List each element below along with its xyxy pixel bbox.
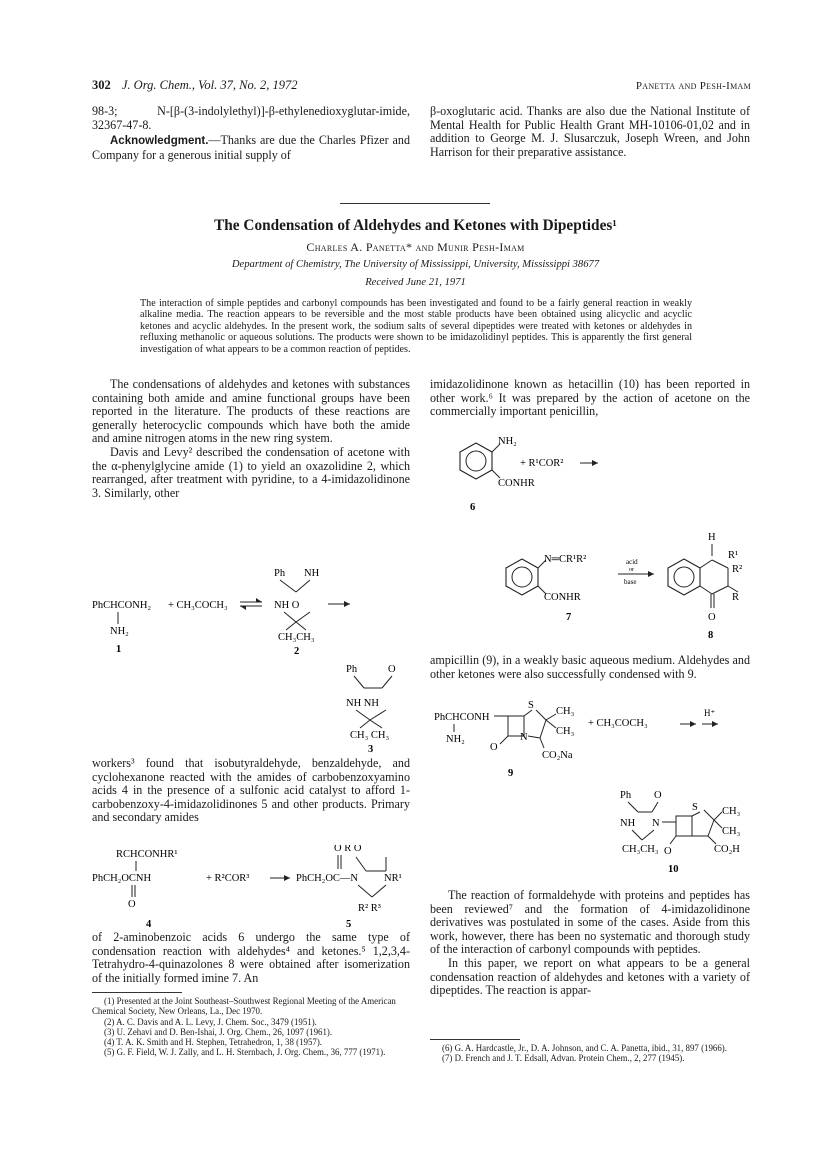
compound-8-r: R bbox=[732, 592, 740, 603]
condition-base: base bbox=[624, 578, 637, 586]
footnote: (2) A. C. Davis and A. L. Levy, J. Chem. Soc., 3479 (1951). bbox=[104, 1016, 317, 1027]
left-column-p3 bbox=[92, 757, 410, 825]
compound-9-s: S bbox=[528, 700, 534, 711]
label-10: 10 bbox=[668, 864, 679, 875]
condition-acid-catalyst: H⁺ bbox=[704, 708, 716, 718]
paragraph: In this paper, we report on what appears to be a general condensation reaction of aldehydes and ketones with a variety of dipeptides. The reaction is appar- bbox=[430, 955, 750, 998]
compound-2-ring: NH O bbox=[274, 600, 300, 611]
compound-9-ch3-b: CH₃ bbox=[556, 726, 575, 737]
scheme-6 bbox=[428, 424, 748, 524]
label-9: 9 bbox=[508, 768, 514, 779]
compound-9-o: O bbox=[490, 742, 498, 753]
compound-10-o: O bbox=[654, 790, 662, 801]
article-authors: Charles A. Panetta* and Munir Pesh-Imam bbox=[306, 240, 525, 254]
compound-3-methyls: CH₃ CH₃ bbox=[350, 730, 390, 741]
compound-1-formula: PhCHCONH₂ bbox=[92, 600, 152, 611]
compound-10-carboxyl: CO₂H bbox=[714, 844, 740, 855]
label-6: 6 bbox=[470, 502, 476, 513]
label-3: 3 bbox=[368, 744, 374, 753]
compound-4-o: O bbox=[128, 899, 136, 910]
label-5: 5 bbox=[346, 919, 352, 930]
footnote: (7) D. French and J. T. Edsall, Advan. Protein Chem., 2, 277 (1945). bbox=[442, 1053, 685, 1064]
compound-3-o: O bbox=[388, 664, 396, 675]
compound-10-s: S bbox=[692, 802, 698, 813]
compound-7-conhr: CONHR bbox=[544, 592, 581, 603]
label-2: 2 bbox=[294, 646, 300, 657]
article-title: The Condensation of Aldehydes and Ketones with Dipeptides¹ bbox=[214, 217, 617, 234]
footnote: (1) Presented at the Joint Southeast–Southwest Regional Meeting of the American Chemical Society, New Orleans, La., Dec 1970. bbox=[92, 996, 396, 1017]
paragraph: workers³ found that isobutyraldehyde, benzaldehyde, and cyclohexanone reacted with the amides of carbobenzoxyamino acids 4 in the presence of a sulfonic acid catalyst to afford 1-carbobenzoxy-4-imidazolidinones 5 and other products. Primary and secondary amides bbox=[92, 756, 410, 825]
running-head: Panetta and Pesh-Imam bbox=[635, 80, 751, 92]
scheme-4-5 bbox=[88, 845, 413, 935]
compound-5-nr: NR¹ bbox=[384, 873, 402, 884]
condition-acid: acid bbox=[626, 558, 638, 566]
compound-8-h: H bbox=[708, 532, 716, 543]
label-4: 4 bbox=[146, 919, 152, 930]
received-date: Received June 21, 1971 bbox=[365, 277, 466, 288]
compound-8-r1: R¹ bbox=[728, 550, 739, 561]
compound-8-r2: R² bbox=[732, 564, 743, 575]
compound-10-ch3-b: CH₃ bbox=[722, 826, 741, 837]
benzene-ring bbox=[460, 443, 492, 479]
compound-5-cbz: PhCH₂OC—N bbox=[296, 873, 359, 884]
beta-lactam bbox=[676, 816, 692, 836]
acknowledgment-text: —Thanks are due the Charles Pfizer and Company for a generous initial supply of bbox=[92, 133, 410, 162]
compound-10-ch3-a: CH₃ bbox=[722, 806, 741, 817]
compound-2-methyls: CH₃CH₃ bbox=[278, 632, 315, 643]
page-header-left bbox=[92, 78, 297, 93]
footnotes-right bbox=[430, 1043, 750, 1064]
footnote-rule bbox=[430, 1039, 520, 1040]
right-column-p1 bbox=[430, 378, 750, 419]
paragraph: The reaction of formaldehyde with proteins and peptides has been reviewed⁷ and the formation of 4-imidazolidinone derivatives was postulated in some of the cases. Aside from this work, however, there has been no systematic and thorough study of the interaction of carbonyl compounds with peptides. bbox=[430, 888, 750, 957]
compound-8-o: O bbox=[708, 612, 716, 623]
compound-9-ch3-a: CH₃ bbox=[556, 706, 575, 717]
article-affiliation: Department of Chemistry, The University of Mississippi, University, Mississippi 38677 bbox=[231, 259, 600, 270]
top-right-column bbox=[430, 105, 750, 159]
journal-citation: J. Org. Chem., Vol. 37, No. 2, 1972 bbox=[121, 78, 298, 92]
compound-10-o2: O bbox=[664, 846, 672, 857]
compound-9-carboxylate: CO₂Na bbox=[542, 750, 573, 761]
left-column-p4 bbox=[92, 931, 410, 985]
reagent-acetone: + CH₃COCH₃ bbox=[588, 718, 648, 729]
compound-7-imine: N═CR¹R² bbox=[544, 554, 587, 565]
paragraph: The condensations of aldehydes and ketones with substances containing both amide and amine functional groups have been reported in the literature. The products of these reactions are generally heterocyclic compounds which have both the amide and amine nitrogen atoms in the new ring system. bbox=[92, 377, 410, 446]
compound-2-nh-top: NH bbox=[304, 568, 320, 579]
paragraph: Davis and Levy² described the condensation of acetone with the α-phenylglycine amide (1) to yield an oxazolidine 2, which rearranged, after treatment with pyridine, to a 4-imidazolidinone 3. Similarly, other bbox=[92, 444, 410, 500]
compound-3-nh: NH NH bbox=[346, 698, 379, 709]
compound-6-conhr: CONHR bbox=[498, 478, 535, 489]
compound-4-top: RCHCONHR¹ bbox=[116, 849, 178, 860]
acetone-reagent: + CH₃COCH₃ bbox=[168, 600, 228, 611]
reagent-carbonyl: + R¹COR² bbox=[520, 458, 564, 469]
footnote: (5) G. F. Field, W. J. Zally, and L. H. Sternbach, J. Org. Chem., 36, 777 (1971). bbox=[104, 1047, 386, 1058]
benzene-ring bbox=[668, 559, 700, 595]
left-column-intro bbox=[92, 378, 410, 500]
compound-4-cbz: PhCH₂OCNH bbox=[92, 873, 152, 884]
previous-article-end: 98-3; N-[β-(3-indolylethyl)]-β-ethylenedioxyglutar-imide, 32367-47-8. bbox=[92, 104, 410, 132]
compound-2-ph: Ph bbox=[274, 568, 286, 579]
right-column-p2 bbox=[430, 654, 750, 681]
right-column-p3 bbox=[430, 889, 750, 998]
compound-1-amine: NH₂ bbox=[110, 626, 129, 637]
scheme-7-8 bbox=[428, 528, 748, 648]
footnote: (4) T. A. K. Smith and H. Stephen, Tetrahedron, 1, 38 (1957). bbox=[104, 1037, 323, 1048]
footnote-rule bbox=[92, 992, 182, 993]
scheme-1 bbox=[88, 560, 413, 658]
footnotes-left bbox=[92, 996, 410, 1058]
footnote: (3) U. Zehavi and D. Ben-Ishai, J. Org. Chem., 26, 1097 (1961). bbox=[104, 1026, 333, 1037]
compound-6-nh2: NH₂ bbox=[498, 436, 517, 447]
label-1: 1 bbox=[116, 644, 122, 655]
compound-9-nh2: NH₂ bbox=[446, 734, 465, 745]
compound-10-ph: Ph bbox=[620, 790, 632, 801]
compound-9-n: N bbox=[520, 732, 528, 743]
paragraph: ampicillin (9), in a weakly basic aqueous medium. Aldehydes and other ketones were also successfully condensed with 9. bbox=[430, 653, 750, 681]
previous-article-end-right: β-oxoglutaric acid. Thanks are also due the National Institute of Mental Health for Public Health Grant MH-10106-01,02 and in addition to George M. J. Slusarczuk, Joseph Wreen, and John Harrison for their preparative assistance. bbox=[430, 104, 750, 159]
compound-5-top: O R O bbox=[334, 845, 362, 854]
compound-3-ph: Ph bbox=[346, 664, 358, 675]
compound-10 bbox=[580, 786, 760, 876]
scheme-9 bbox=[428, 698, 748, 788]
compound-10-n: N bbox=[652, 818, 660, 829]
footnote: (6) G. A. Hardcastle, Jr., D. A. Johnson, and C. A. Panetta, ibid., 31, 897 (1966). bbox=[442, 1043, 727, 1053]
label-8: 8 bbox=[708, 630, 714, 641]
paragraph: imidazolidinone known as hetacillin (10) has been reported in other work.⁶ It was prepared by the action of acetone on the commercially important penicillin, bbox=[430, 377, 750, 419]
compound-10-nh: NH bbox=[620, 818, 636, 829]
label-7: 7 bbox=[566, 612, 572, 623]
article-separator bbox=[340, 203, 490, 204]
compound-5-substituents: R² R³ bbox=[358, 903, 381, 914]
benzene-ring bbox=[506, 559, 538, 595]
compound-3 bbox=[330, 658, 420, 753]
condition-or: or bbox=[629, 567, 634, 573]
acknowledgment-heading: Acknowledgment. bbox=[110, 135, 209, 148]
abstract: The interaction of simple peptides and carbonyl compounds has been investigated and found to be a fairly general reaction in weakly alkaline media. The reaction appears to be reversible and the most stable products have been obtained using alicyclic and acyclic ketones and acyclic aldehydes. In the present work, the sodium salts of several dipeptides were treated with ketones or aldehydes in refluxing methanolic or aqueous solutions. The products were shown to be imidazolidinyl peptides. This is apparently the first general investigation of what appears to be a common reaction of peptides. bbox=[140, 298, 692, 355]
acknowledgment bbox=[92, 134, 410, 162]
compound-9-sidechain: PhCHCONH bbox=[434, 712, 490, 723]
page-number: 302 bbox=[92, 78, 111, 92]
paragraph: of 2-aminobenzoic acids 6 undergo the same type of condensation reaction with aldehydes⁴ and ketones.⁵ 1,2,3,4-Tetrahydro-4-quinazolones 8 were obtained after isomerization of the initially formed imine 7. An bbox=[92, 930, 410, 985]
compound-10-methyls: CH₃CH₃ bbox=[622, 844, 659, 855]
reagent-ketone: + R²COR³ bbox=[206, 873, 250, 884]
top-left-column bbox=[92, 105, 410, 162]
